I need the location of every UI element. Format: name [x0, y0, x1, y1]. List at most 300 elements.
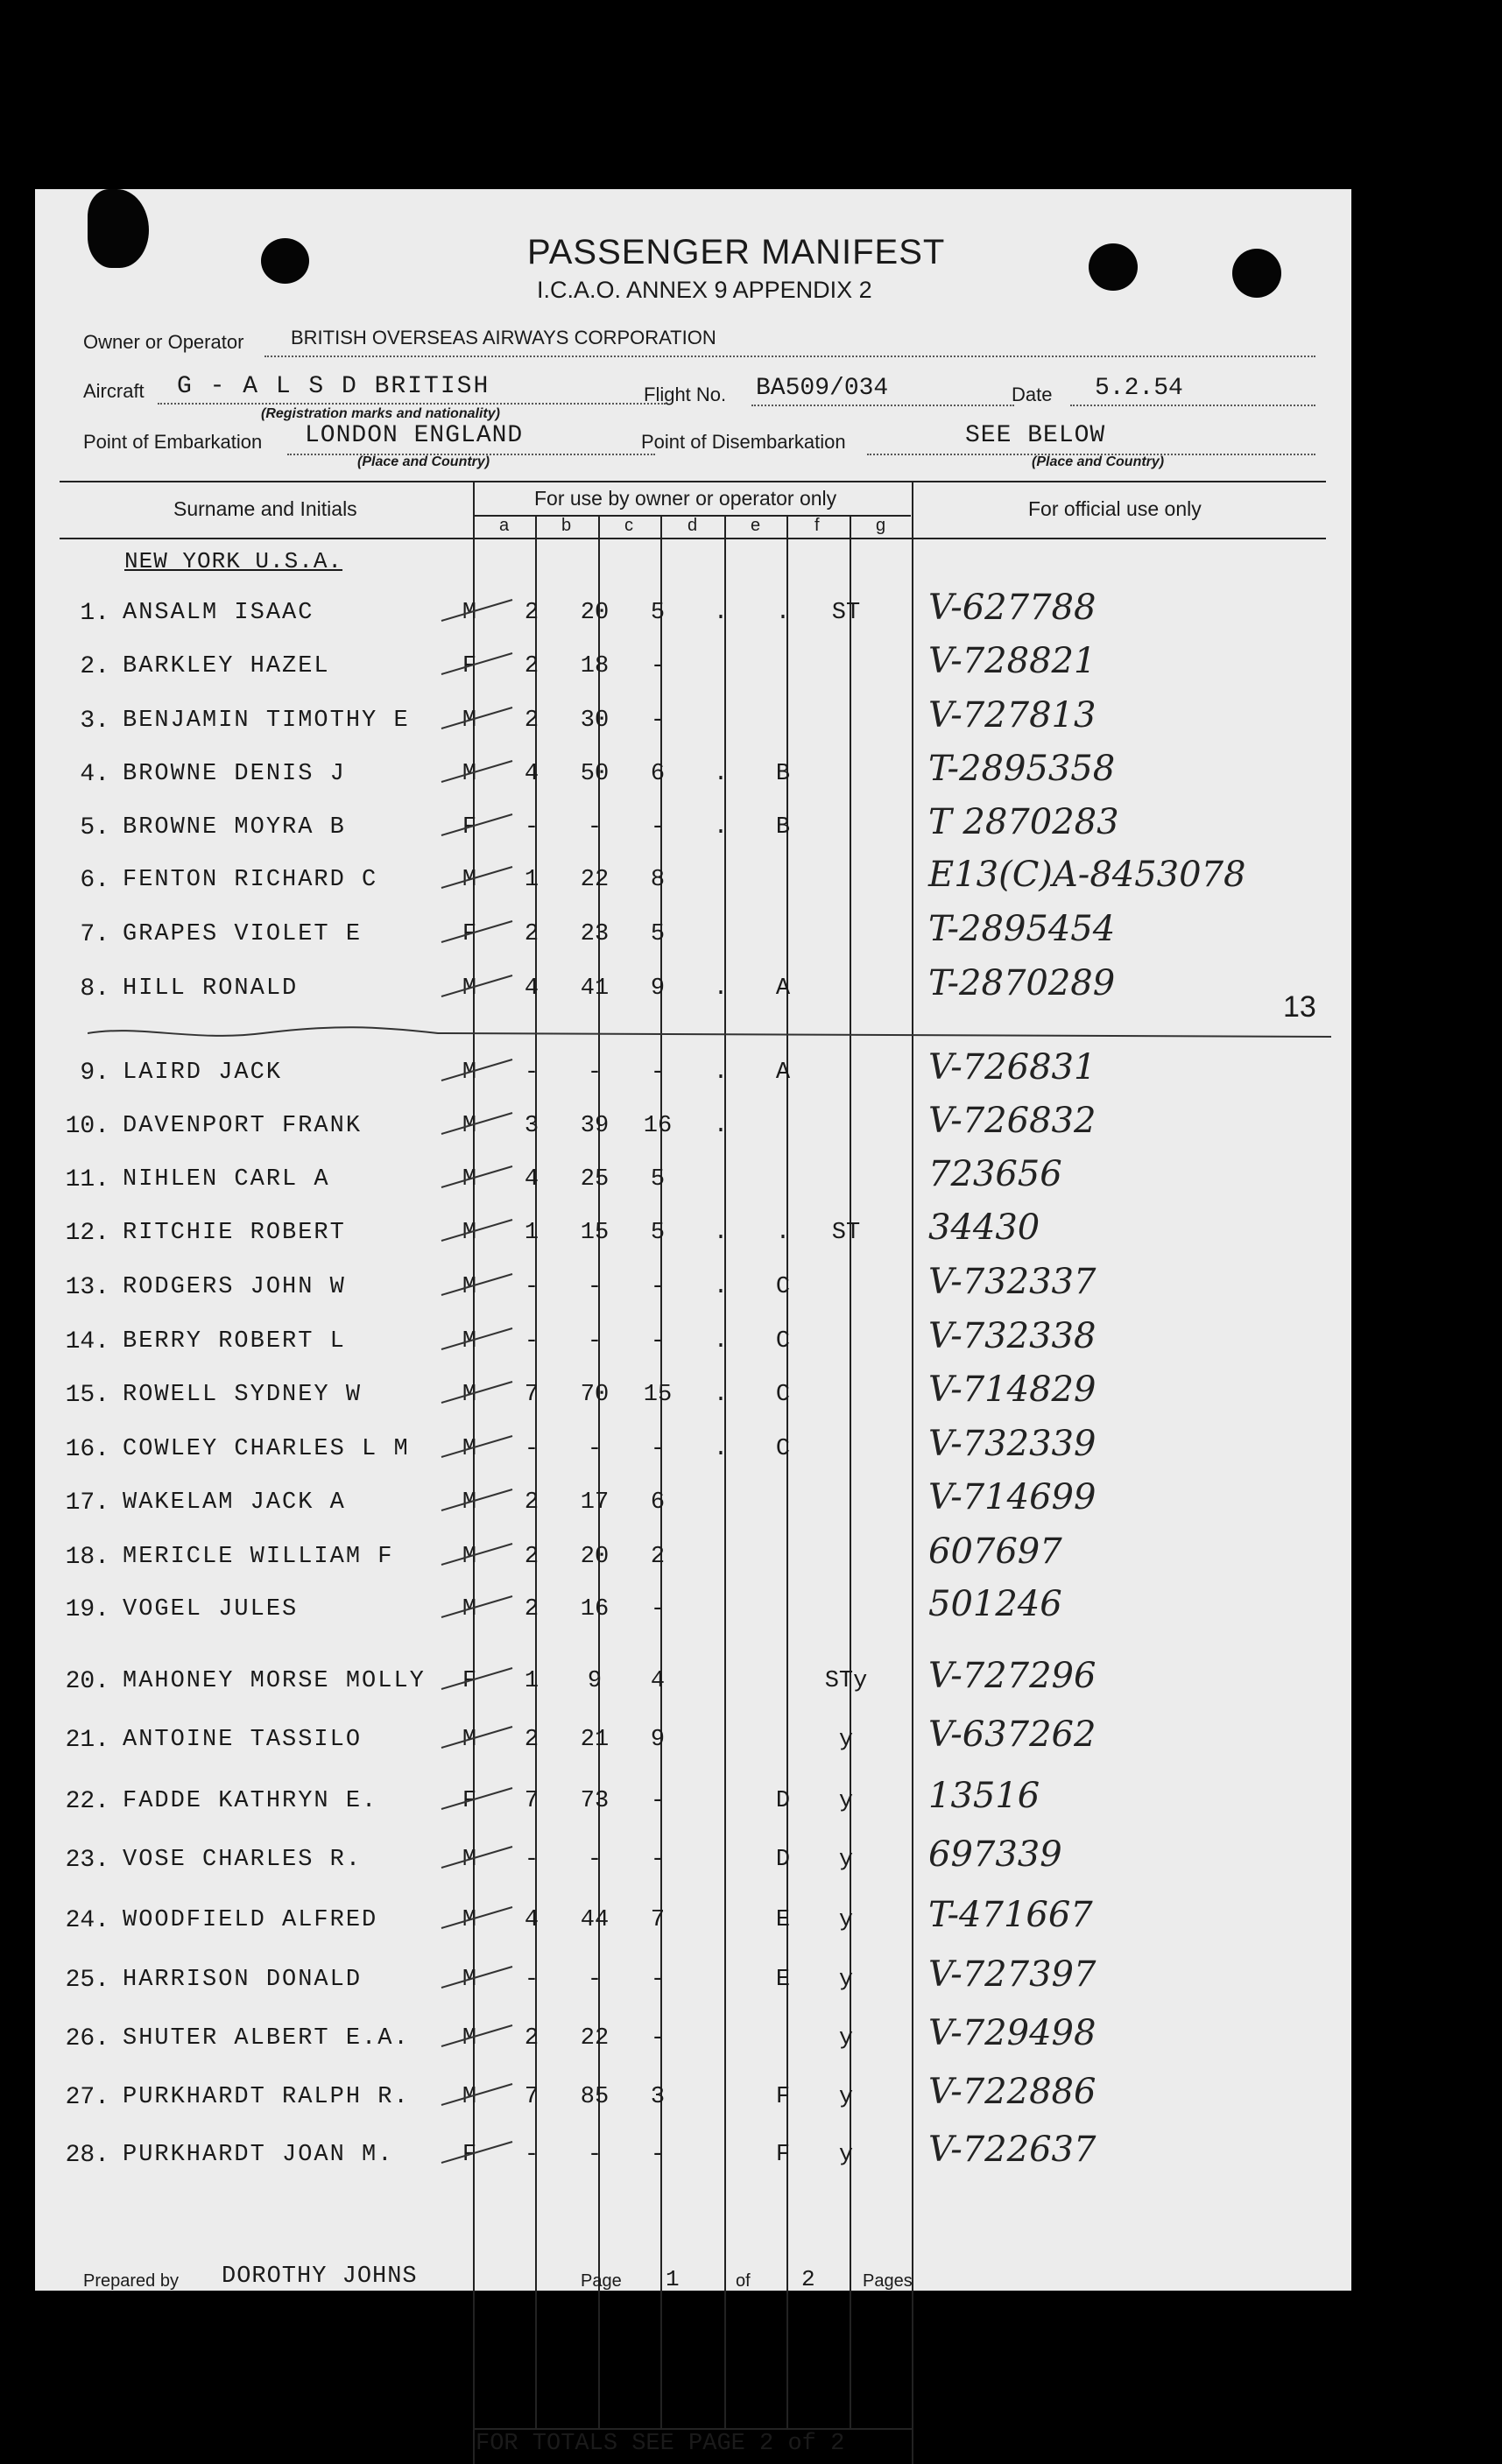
cell-a: M: [462, 975, 477, 1002]
passenger-name: ANTOINE TASSILO: [123, 1727, 363, 1753]
check-mark: [438, 1783, 517, 1818]
cell-d: -: [650, 2142, 666, 2168]
cell-f: F: [775, 2142, 791, 2168]
table-row: [35, 909, 1351, 974]
table-row: [35, 1154, 1351, 1219]
cell-d: -: [650, 814, 666, 841]
cell-e: .: [713, 600, 729, 626]
table-row: [35, 749, 1351, 813]
table-row: [35, 1954, 1351, 2019]
cell-c: -: [587, 1274, 603, 1300]
flight-value: BA509/034: [756, 375, 889, 402]
cell-d: -: [650, 1328, 666, 1355]
official-entry: V-714699: [928, 1477, 1097, 1517]
cell-f: E: [775, 1967, 791, 1993]
cell-a: M: [462, 1907, 477, 1933]
passenger-name: GRAPES VIOLET E: [123, 921, 363, 947]
cell-e: .: [713, 1382, 729, 1408]
cell-f: C: [775, 1382, 791, 1408]
row-number: 27.: [65, 2084, 109, 2111]
cell-c: 17: [580, 1489, 610, 1516]
cell-d: -: [650, 1596, 666, 1623]
official-entry: E13(C)A-8453078: [928, 855, 1246, 895]
cell-g: y: [838, 1788, 854, 1814]
cell-c: 39: [580, 1113, 610, 1139]
row-number: 21.: [65, 1727, 109, 1754]
cell-a: M: [462, 1847, 477, 1873]
cell-a: M: [462, 1220, 477, 1246]
cell-b: 2: [524, 1489, 539, 1516]
cell-c: 9: [587, 1668, 603, 1694]
ink-blot: [88, 189, 149, 268]
cell-a: F: [462, 1788, 477, 1814]
official-entry: V-727813: [928, 695, 1097, 736]
passenger-name: MAHONEY MORSE MOLLY: [123, 1668, 426, 1694]
cell-a: M: [462, 1489, 477, 1516]
check-mark: [438, 1538, 517, 1573]
cell-g: y: [838, 2084, 854, 2110]
col-c-header: c: [624, 516, 633, 535]
page-title: PASSENGER MANIFEST: [527, 233, 946, 271]
cell-c: 85: [580, 2084, 610, 2110]
col-owner-header: For use by owner or operator only: [534, 487, 837, 510]
check-mark: [438, 1841, 517, 1876]
cell-b: 2: [524, 653, 539, 679]
cell-a: F: [462, 814, 477, 841]
official-entry: V-726831: [928, 1047, 1097, 1088]
official-entry: V-722637: [928, 2130, 1097, 2170]
cell-a: M: [462, 1967, 477, 1993]
date-label: Date: [1012, 384, 1053, 405]
cell-b: 1: [524, 1220, 539, 1246]
check-mark: [438, 1484, 517, 1519]
check-mark: [438, 862, 517, 897]
table-row: [35, 641, 1351, 706]
check-mark: [438, 970, 517, 1005]
row-number: 6.: [80, 867, 109, 894]
official-entry: 607697: [928, 1531, 1062, 1572]
cell-d: -: [650, 1967, 666, 1993]
cell-c: 20: [580, 1544, 610, 1570]
cell-c: 20: [580, 600, 610, 626]
cell-c: 73: [580, 1788, 610, 1814]
owner-rule: [264, 356, 1315, 357]
table-row: [35, 1776, 1351, 1841]
check-mark: [438, 595, 517, 630]
passenger-name: RITCHIE ROBERT: [123, 1220, 346, 1246]
cell-b: 7: [524, 1382, 539, 1408]
cell-f: A: [775, 975, 791, 1002]
col-name-header: Surname and Initials: [173, 497, 357, 520]
cell-e: .: [713, 1113, 729, 1139]
cell-c: -: [587, 1967, 603, 1993]
table-bottom-rule: [473, 2428, 913, 2430]
aircraft-label: Aircraft: [83, 380, 145, 402]
cell-f: B: [775, 761, 791, 787]
passenger-name: NIHLEN CARL A: [123, 1166, 330, 1193]
cell-d: 16: [643, 1113, 673, 1139]
table-row: [35, 1424, 1351, 1489]
official-entry: V-627788: [928, 588, 1097, 628]
passenger-name: BROWNE MOYRA B: [123, 814, 346, 841]
cell-c: 21: [580, 1727, 610, 1753]
cell-c: 50: [580, 761, 610, 787]
row-number: 23.: [65, 1847, 109, 1874]
passenger-name: PURKHARDT RALPH R.: [123, 2084, 410, 2110]
cell-d: 9: [650, 1727, 666, 1753]
official-entry: V-637262: [928, 1714, 1097, 1755]
cell-d: -: [650, 1788, 666, 1814]
check-mark: [438, 1961, 517, 1996]
cell-b: 2: [524, 1727, 539, 1753]
check-mark: [438, 2079, 517, 2114]
prepared-by-label: Prepared by: [83, 2271, 179, 2291]
passenger-name: SHUTER ALBERT E.A.: [123, 2025, 410, 2052]
cell-f: C: [775, 1436, 791, 1462]
cell-f: E: [775, 1907, 791, 1933]
cell-e: .: [713, 814, 729, 841]
table-row: [35, 1714, 1351, 1779]
cell-d: -: [650, 1436, 666, 1462]
row-number: 10.: [65, 1113, 109, 1140]
cell-b: -: [524, 814, 539, 841]
table-top-rule: [60, 481, 1326, 482]
cell-e: .: [713, 1060, 729, 1086]
passenger-name: FENTON RICHARD C: [123, 867, 378, 893]
cell-a: F: [462, 921, 477, 947]
row-number: 12.: [65, 1220, 109, 1247]
page-number-value: 1: [666, 2266, 681, 2292]
cell-c: -: [587, 814, 603, 841]
row-number: 4.: [80, 761, 109, 788]
cell-b: -: [524, 1274, 539, 1300]
cell-d: 5: [650, 921, 666, 947]
row-number: 25.: [65, 1967, 109, 1994]
cell-a: M: [462, 1328, 477, 1355]
row-number: 9.: [80, 1060, 109, 1087]
cell-d: 7: [650, 1907, 666, 1933]
table-row: [35, 588, 1351, 652]
cell-c: 22: [580, 867, 610, 893]
table-row: [35, 1047, 1351, 1112]
passenger-name: ANSALM ISAAC: [123, 600, 314, 626]
check-mark: [438, 702, 517, 737]
official-entry: T-2895454: [928, 909, 1116, 949]
table-row: [35, 1101, 1351, 1165]
date-rule: [1070, 405, 1315, 406]
check-mark: [438, 1323, 517, 1358]
table-row: [35, 2072, 1351, 2137]
cell-c: 18: [580, 653, 610, 679]
cell-a: M: [462, 1113, 477, 1139]
cell-a: M: [462, 1596, 477, 1623]
table-row: [35, 1369, 1351, 1434]
official-entry: V-714829: [928, 1369, 1097, 1410]
row-number: 28.: [65, 2142, 109, 2169]
cell-a: F: [462, 2142, 477, 2168]
table-row: [35, 2013, 1351, 2078]
table-row: [35, 1834, 1351, 1899]
row-number: 15.: [65, 1382, 109, 1409]
cell-c: -: [587, 1436, 603, 1462]
cell-g: y: [838, 1847, 854, 1873]
row-number: 19.: [65, 1596, 109, 1623]
passenger-name: WAKELAM JACK A: [123, 1489, 346, 1516]
cell-a: M: [462, 1544, 477, 1570]
official-entry: V-726832: [928, 1101, 1097, 1141]
pages-label: Pages: [863, 2271, 913, 2291]
cell-b: -: [524, 1967, 539, 1993]
cell-e: .: [713, 1328, 729, 1355]
col-b-header: b: [561, 516, 572, 535]
cell-b: -: [524, 1060, 539, 1086]
cell-g: y: [838, 2025, 854, 2052]
check-mark: [438, 2020, 517, 2055]
cell-g: ST: [831, 600, 861, 626]
official-entry: V-732337: [928, 1262, 1097, 1302]
passenger-name: HILL RONALD: [123, 975, 299, 1002]
row-number: 16.: [65, 1436, 109, 1463]
cell-f: .: [775, 600, 791, 626]
official-entry: T-2895358: [928, 749, 1116, 789]
cell-c: 16: [580, 1596, 610, 1623]
passenger-name: WOODFIELD ALFRED: [123, 1907, 378, 1933]
cell-b: -: [524, 2142, 539, 2168]
disembarkation-note: (Place and Country): [1032, 454, 1165, 469]
cell-a: M: [462, 1274, 477, 1300]
cell-d: 5: [650, 1166, 666, 1193]
cell-b: 2: [524, 921, 539, 947]
cell-b: 1: [524, 1668, 539, 1694]
cell-c: -: [587, 2142, 603, 2168]
row-number: 22.: [65, 1788, 109, 1815]
cell-e: .: [713, 975, 729, 1002]
cell-c: 23: [580, 921, 610, 947]
cell-g: y: [838, 1967, 854, 1993]
col-official-header: For official use only: [1028, 497, 1202, 520]
cell-e: .: [713, 1220, 729, 1246]
row-number: 5.: [80, 814, 109, 841]
check-mark: [438, 809, 517, 844]
row-number: 14.: [65, 1328, 109, 1355]
cell-a: F: [462, 1668, 477, 1694]
embarkation-label: Point of Embarkation: [83, 431, 263, 453]
check-mark: [438, 1431, 517, 1466]
passenger-name: COWLEY CHARLES L M: [123, 1436, 410, 1462]
cell-a: M: [462, 1382, 477, 1408]
passenger-name: BARKLEY HAZEL: [123, 653, 330, 679]
cell-a: M: [462, 1436, 477, 1462]
cell-b: 2: [524, 1544, 539, 1570]
cell-a: M: [462, 761, 477, 787]
cell-g: ST: [831, 1220, 861, 1246]
cell-b: 3: [524, 1113, 539, 1139]
cell-d: -: [650, 1274, 666, 1300]
cell-b: 4: [524, 761, 539, 787]
table-row: [35, 1477, 1351, 1542]
official-entry: V-728821: [928, 641, 1097, 681]
table-row: [35, 1207, 1351, 1272]
disembarkation-value: SEE BELOW: [965, 422, 1106, 449]
cell-b: 4: [524, 1166, 539, 1193]
cell-c: -: [587, 1060, 603, 1086]
check-mark: [438, 1591, 517, 1626]
cell-c: 70: [580, 1382, 610, 1408]
prepared-by-value: DOROTHY JOHNS: [222, 2263, 418, 2290]
cell-d: 8: [650, 867, 666, 893]
cell-f: D: [775, 1788, 791, 1814]
passenger-name: FADDE KATHRYN E.: [123, 1788, 378, 1814]
cell-d: -: [650, 708, 666, 734]
cell-a: M: [462, 1166, 477, 1193]
cell-c: 44: [580, 1907, 610, 1933]
punch-hole: [1232, 249, 1281, 298]
row-number: 17.: [65, 1489, 109, 1517]
cell-a: M: [462, 1727, 477, 1753]
table-row: [35, 1656, 1351, 1721]
official-entry: V-722886: [928, 2072, 1097, 2112]
table-row: [35, 1531, 1351, 1596]
cell-d: -: [650, 1060, 666, 1086]
flight-label: Flight No.: [644, 384, 727, 405]
cell-a: F: [462, 653, 477, 679]
cell-d: 6: [650, 761, 666, 787]
cell-g: y: [838, 2142, 854, 2168]
passenger-name: ROWELL SYDNEY W: [123, 1382, 363, 1408]
page-of-label: of: [736, 2271, 751, 2291]
row-number: 8.: [80, 975, 109, 1003]
page-number-label: Page: [581, 2271, 622, 2291]
check-mark: [438, 1663, 517, 1698]
cell-d: 6: [650, 1489, 666, 1516]
cell-b: 4: [524, 1907, 539, 1933]
cell-b: 2: [524, 2025, 539, 2052]
cell-d: -: [650, 1847, 666, 1873]
table-row: [35, 1584, 1351, 1649]
row-number: 1.: [80, 600, 109, 627]
passenger-name: RODGERS JOHN W: [123, 1274, 346, 1300]
cell-c: 15: [580, 1220, 610, 1246]
passenger-name: BROWNE DENIS J: [123, 761, 346, 787]
cell-d: 5: [650, 1220, 666, 1246]
cell-f: A: [775, 1060, 791, 1086]
cell-f: B: [775, 814, 791, 841]
cell-c: 30: [580, 708, 610, 734]
row-number: 13.: [65, 1274, 109, 1301]
aircraft-value: G - A L S D BRITISH: [177, 373, 490, 400]
check-mark: [438, 756, 517, 791]
cell-f: C: [775, 1274, 791, 1300]
col-e-header: e: [751, 516, 761, 535]
cell-a: M: [462, 600, 477, 626]
row-number: 2.: [80, 653, 109, 680]
passenger-name: LAIRD JACK: [123, 1060, 283, 1086]
check-mark: [438, 1161, 517, 1196]
row-number: 11.: [65, 1166, 109, 1193]
owner-value: BRITISH OVERSEAS AIRWAYS CORPORATION: [291, 327, 716, 348]
cell-g: STy: [824, 1668, 868, 1694]
cell-b: 2: [524, 708, 539, 734]
embarkation-value: LONDON ENGLAND: [305, 422, 524, 449]
cell-e: .: [713, 1274, 729, 1300]
official-entry: T-471667: [928, 1895, 1093, 1935]
passenger-name: BENJAMIN TIMOTHY E: [123, 708, 410, 734]
check-mark: [438, 1214, 517, 1250]
check-mark: [438, 648, 517, 683]
cell-e: .: [713, 1436, 729, 1462]
table-row: [35, 695, 1351, 760]
embarkation-note: (Place and Country): [357, 454, 490, 469]
official-entry: V-727397: [928, 1954, 1097, 1995]
official-entry: 697339: [928, 1834, 1062, 1875]
row-number: 7.: [80, 921, 109, 948]
cell-d: 2: [650, 1544, 666, 1570]
table-row: [35, 1262, 1351, 1327]
row-number: 24.: [65, 1907, 109, 1934]
cell-b: -: [524, 1328, 539, 1355]
table-row: [35, 1316, 1351, 1381]
cell-g: y: [838, 1907, 854, 1933]
cell-c: 22: [580, 2025, 610, 2052]
aircraft-note: (Registration marks and nationality): [261, 406, 500, 421]
col-a-header: a: [499, 516, 510, 535]
aircraft-rule: [158, 403, 666, 405]
official-entry: 13516: [928, 1776, 1040, 1816]
passenger-name: MERICLE WILLIAM F: [123, 1544, 394, 1570]
col-d-header: d: [688, 516, 698, 535]
page-total-value: 2: [801, 2266, 817, 2292]
check-mark: [438, 1108, 517, 1143]
cell-a: M: [462, 1060, 477, 1086]
cell-b: 7: [524, 2084, 539, 2110]
cell-f: D: [775, 1847, 791, 1873]
cell-d: 4: [650, 1668, 666, 1694]
cell-d: -: [650, 653, 666, 679]
cell-a: M: [462, 708, 477, 734]
official-entry: T 2870283: [928, 802, 1119, 842]
cell-a: M: [462, 867, 477, 893]
passenger-name: VOSE CHARLES R.: [123, 1847, 363, 1873]
cell-d: 5: [650, 600, 666, 626]
cell-b: -: [524, 1847, 539, 1873]
check-mark: [438, 916, 517, 951]
col-g-header: g: [876, 516, 886, 535]
punch-hole: [1089, 243, 1138, 291]
margin-note: 13: [1283, 990, 1316, 1024]
passenger-name: PURKHARDT JOAN M.: [123, 2142, 394, 2168]
header-bottom-rule: [60, 538, 1326, 539]
official-entry: V-732338: [928, 1316, 1097, 1356]
row-number: 3.: [80, 708, 109, 735]
owner-label: Owner or Operator: [83, 331, 244, 353]
cell-c: 25: [580, 1166, 610, 1193]
cell-a: M: [462, 2025, 477, 2052]
cell-b: 2: [524, 600, 539, 626]
cell-c: -: [587, 1847, 603, 1873]
cell-c: -: [587, 1328, 603, 1355]
manifest-sheet: [35, 189, 1351, 2457]
row-number: 26.: [65, 2025, 109, 2052]
disembarkation-label: Point of Disembarkation: [641, 431, 846, 453]
cell-b: 1: [524, 867, 539, 893]
check-mark: [438, 1721, 517, 1756]
official-entry: T-2870289: [928, 963, 1116, 1003]
totals-note: FOR TOTALS SEE PAGE 2 of 2: [476, 2431, 845, 2457]
cell-b: 7: [524, 1788, 539, 1814]
check-mark: [438, 1269, 517, 1304]
official-entry: V-732339: [928, 1424, 1097, 1464]
cell-f: .: [775, 1220, 791, 1246]
